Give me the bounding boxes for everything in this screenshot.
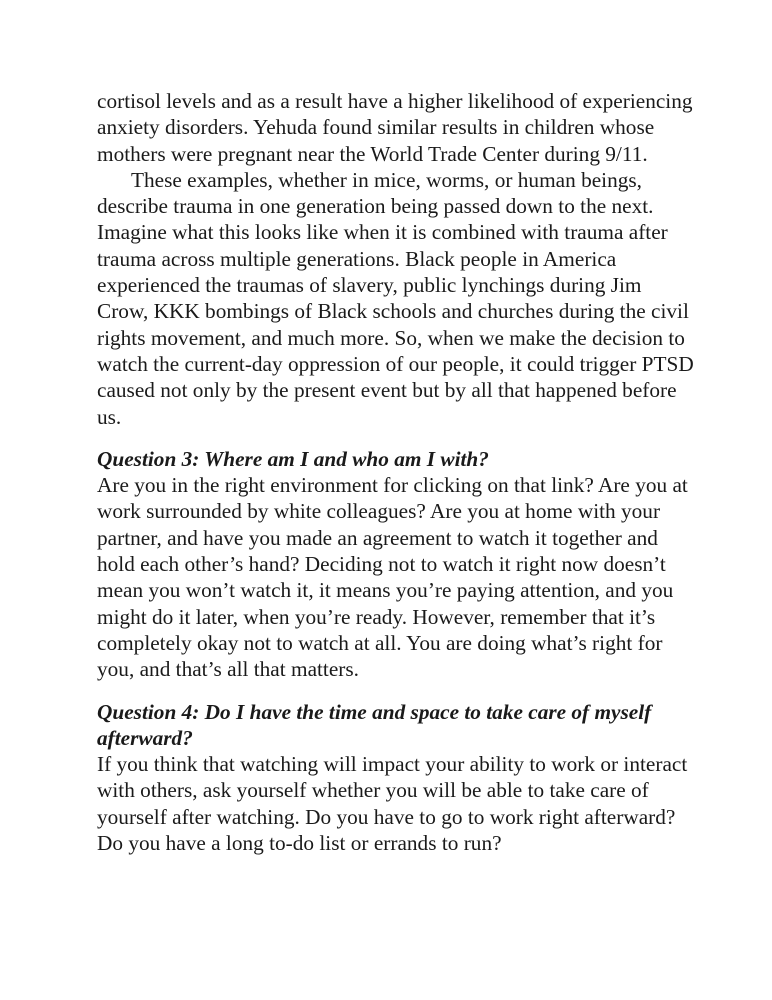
question-4-heading: Question 4: Do I have the time and space to take care of myself afterward? bbox=[97, 699, 652, 750]
section-gap bbox=[97, 683, 697, 699]
paragraph-cortisol: cortisol levels and as a result have a higher likelihood of experiencing anxiety disorders. Yehuda found similar results in children whose mothers were pregnant near the World Trade Center during 9/11. bbox=[97, 89, 693, 166]
question-3-heading: Question 3: Where am I and who am I with? bbox=[97, 446, 489, 471]
page-text bbox=[97, 88, 697, 856]
section-gap bbox=[97, 430, 697, 446]
question-3-body: Are you in the right environment for clicking on that link? Are you at work surrounded by white colleagues? Are you at home with your partner, and have you made an agreement to watch it together and hold each other’s hand? Deciding not to watch it right now doesn’t mean you won’t watch it, it means you’re paying attention, and you might do it later, when you’re ready. However, remember that it’s completely okay not to watch at all. You are doing what’s right for you, and that’s all that matters. bbox=[97, 473, 688, 682]
paragraph-generational-trauma: These examples, whether in mice, worms, or human beings, describe trauma in one generation being passed down to the next. Imagine what this looks like when it is combined with trauma after trauma across multiple generations. Black people in America experienced the traumas of slavery, public lynchings during Jim Crow, KKK bombings of Black schools and churches during the civil rights movement, and much more. So, when we make the decision to watch the current-day oppression of our people, it could trigger PTSD caused not only by the present event but by all that happened before us. bbox=[97, 167, 694, 429]
question-4-body: If you think that watching will impact your ability to work or interact with others, ask yourself whether you will be able to take care of yourself after watching. Do you have to go to work right afterward? Do you have a long to-do list or errands to run? bbox=[97, 752, 688, 856]
